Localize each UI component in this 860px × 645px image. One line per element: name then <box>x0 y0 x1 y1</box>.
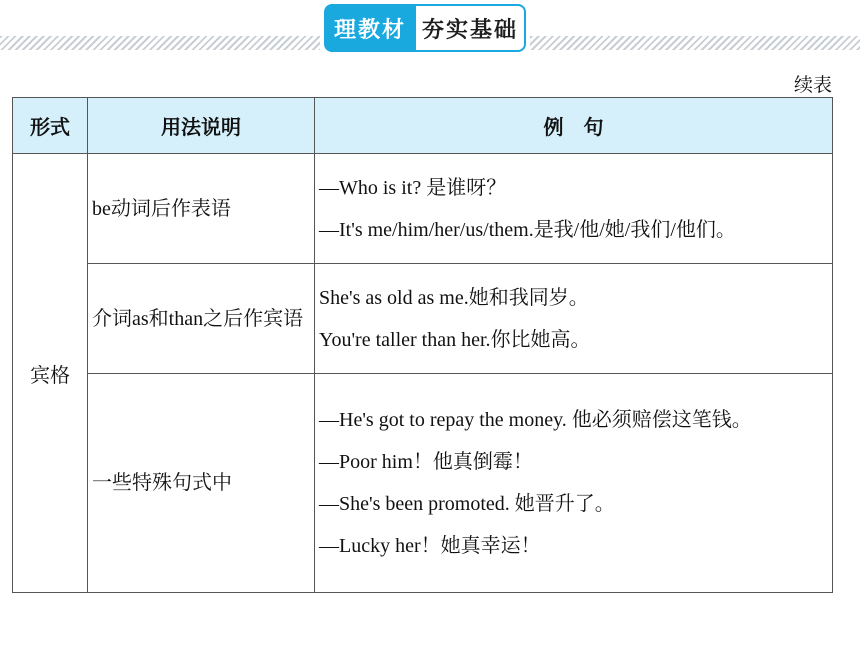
grammar-table <box>12 97 833 593</box>
banner-left-label: 理教材 <box>324 4 416 52</box>
section-banner <box>320 4 530 52</box>
example-line: —Who is it? 是谁呀？ <box>319 176 507 199</box>
header-example: 例 句 <box>315 98 833 154</box>
banner-right-label: 夯实基础 <box>416 4 526 52</box>
table-row <box>13 264 833 374</box>
table-header-row <box>13 98 833 154</box>
example-line: —He's got to repay the money. 他必须赔偿这笔钱。 <box>319 409 752 431</box>
example-cell <box>315 264 833 374</box>
example-line: —It's me/him/her/us/them.是我/他/她/我们/他们。 <box>319 218 736 241</box>
example-cell <box>315 374 833 593</box>
table-row <box>13 374 833 593</box>
example-line: —She's been promoted. 她晋升了。 <box>319 493 615 515</box>
table-row <box>13 154 833 264</box>
example-line: —Lucky her！她真幸运！ <box>319 535 541 557</box>
example-line: She's as old as me.她和我同岁。 <box>319 286 589 309</box>
usage-cell: 一些特殊句式中 <box>88 374 315 593</box>
example-line: —Poor him！他真倒霉！ <box>319 451 533 473</box>
header-form: 形式 <box>13 98 88 154</box>
usage-cell: be动词后作表语 <box>88 154 315 264</box>
form-cell: 宾格 <box>13 154 88 593</box>
continued-label: 续表 <box>793 74 832 96</box>
example-cell <box>315 154 833 264</box>
example-line: You're taller than her.你比她高。 <box>319 328 591 351</box>
usage-cell: 介词as和than之后作宾语 <box>88 264 315 374</box>
header-usage: 用法说明 <box>88 98 315 154</box>
